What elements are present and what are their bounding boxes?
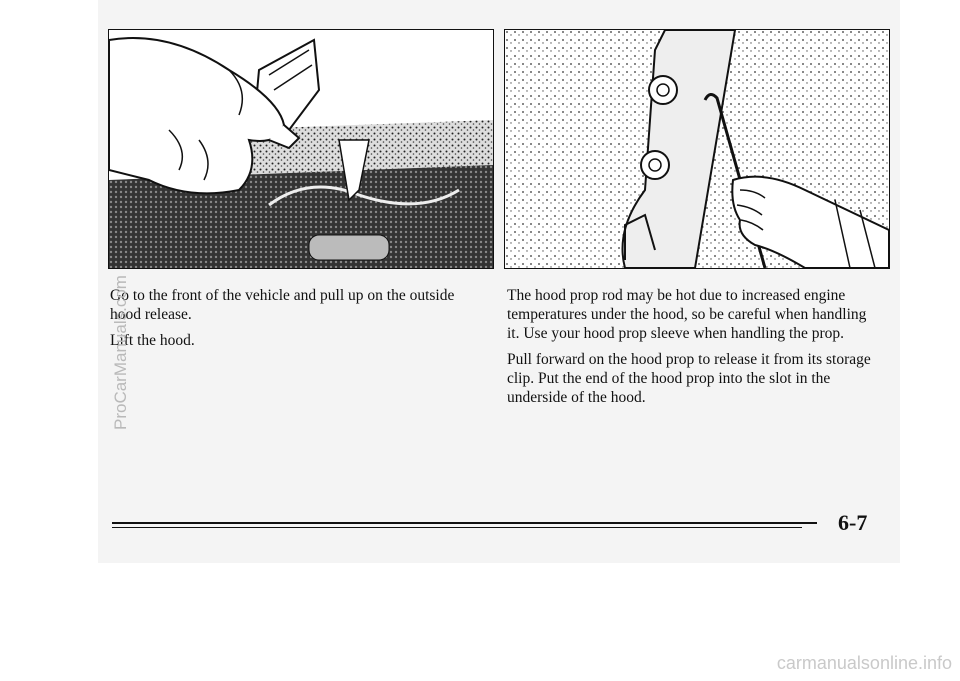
right-text-column: [507, 286, 877, 414]
instruction-lift-hood: Lift the hood.: [110, 332, 195, 349]
hood-release-illustration: [108, 29, 494, 269]
footer-rule-thin: [112, 527, 802, 528]
watermark-text: ProCarManuals.com: [111, 275, 130, 430]
instruction-pull-release: Go to the front of the vehicle and pull up on the outside hood release.: [110, 287, 455, 323]
footer-rule: [112, 522, 817, 524]
caution-prop-hot: The hood prop rod may be hot due to increased engine temperatures under the hood, so be careful when handling it. Use your hood prop sleeve when handling the prop.: [507, 287, 867, 342]
left-text-column: [110, 286, 480, 357]
page-number: 6-7: [838, 510, 868, 535]
source-url[interactable]: carmanualsonline.info: [776, 653, 952, 673]
instruction-use-prop: Pull forward on the hood prop to release it from its storage clip. Put the end of the hood prop into the slot in the underside of the hood.: [507, 351, 871, 406]
hood-prop-illustration: [504, 29, 890, 269]
